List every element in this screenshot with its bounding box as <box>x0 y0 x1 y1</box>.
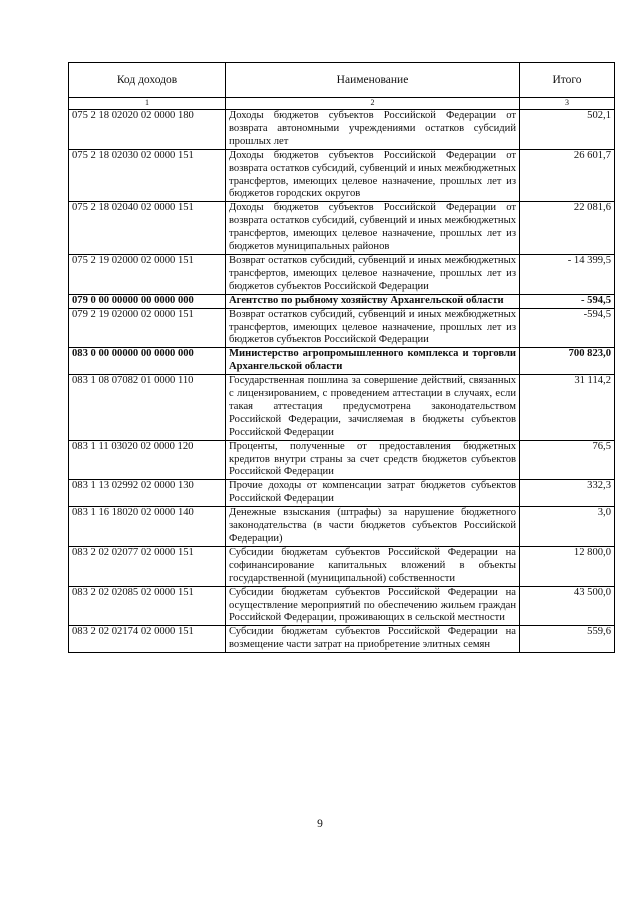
table-row <box>69 294 615 308</box>
income-code-cell: 075 2 18 02040 02 0000 151 <box>69 202 226 255</box>
table-row <box>69 348 615 375</box>
income-code-cell: 075 2 19 02000 02 0000 151 <box>69 254 226 294</box>
table-row <box>69 375 615 441</box>
table-row <box>69 546 615 586</box>
income-name-cell: Возврат остатков субсидий, субвенций и иных межбюджетных трансфертов, имеющих целевое назначение, прошлых лет из бюджетов субъектов Российской Федерации <box>226 308 520 348</box>
column-number: 3 <box>520 98 615 110</box>
table-row <box>69 110 615 150</box>
revenue-table <box>68 62 615 653</box>
table-header-row <box>69 63 615 98</box>
income-code-cell: 075 2 18 02020 02 0000 180 <box>69 110 226 150</box>
income-code-cell: 083 0 00 00000 00 0000 000 <box>69 348 226 375</box>
income-total-cell: 559,6 <box>520 626 615 653</box>
table-row <box>69 626 615 653</box>
table-row <box>69 149 615 202</box>
income-name-cell: Возврат остатков субсидий, субвенций и иных межбюджетных трансфертов, имеющих целевое назначение, прошлых лет из бюджетов субъектов Российской Федерации <box>226 254 520 294</box>
column-number: 1 <box>69 98 226 110</box>
column-number-row <box>69 98 615 110</box>
income-code-cell: 083 1 11 03020 02 0000 120 <box>69 440 226 480</box>
income-total-cell: - 594,5 <box>520 294 615 308</box>
income-total-cell: 502,1 <box>520 110 615 150</box>
income-total-cell: 31 114,2 <box>520 375 615 441</box>
income-total-cell: - 14 399,5 <box>520 254 615 294</box>
table-row <box>69 586 615 626</box>
income-name-cell: Доходы бюджетов субъектов Российской Федерации от возврата автономными учреждениями остатков субсидий прошлых лет <box>226 110 520 150</box>
income-total-cell: 3,0 <box>520 507 615 547</box>
income-code-cell: 083 1 08 07082 01 0000 110 <box>69 375 226 441</box>
table-row <box>69 440 615 480</box>
income-name-cell: Доходы бюджетов субъектов Российской Федерации от возврата остатков субсидий, субвенций и иных межбюджетных трансфертов, имеющих целевое назначение, прошлых лет из бюджетов муниципальных районов <box>226 202 520 255</box>
income-total-cell: 43 500,0 <box>520 586 615 626</box>
table-row <box>69 254 615 294</box>
income-name-cell: Государственная пошлина за совершение действий, связанных с лицензированием, с проведением аттестации в случаях, если такая аттестация предусмотрена законодательством Российской Федерации, зачисляемая в бюджеты субъектов Российской Федерации <box>226 375 520 441</box>
income-total-cell: -594,5 <box>520 308 615 348</box>
header-name: Наименование <box>226 63 520 98</box>
income-code-cell: 083 1 16 18020 02 0000 140 <box>69 507 226 547</box>
income-total-cell: 76,5 <box>520 440 615 480</box>
table-row <box>69 507 615 547</box>
header-code: Код доходов <box>69 63 226 98</box>
income-code-cell: 075 2 18 02030 02 0000 151 <box>69 149 226 202</box>
income-code-cell: 083 1 13 02992 02 0000 130 <box>69 480 226 507</box>
income-name-cell: Денежные взыскания (штрафы) за нарушение бюджетного законодательства (в части бюджетов субъектов Российской Федерации) <box>226 507 520 547</box>
table-row <box>69 202 615 255</box>
income-total-cell: 26 601,7 <box>520 149 615 202</box>
column-number: 2 <box>226 98 520 110</box>
income-name-cell: Проценты, полученные от предоставления бюджетных кредитов внутри страны за счет средств бюджетов субъектов Российской Федерации <box>226 440 520 480</box>
income-code-cell: 079 2 19 02000 02 0000 151 <box>69 308 226 348</box>
income-name-cell: Доходы бюджетов субъектов Российской Федерации от возврата остатков субсидий, субвенций и иных межбюджетных трансфертов, имеющих целевое назначение, прошлых лет из бюджетов городских округов <box>226 149 520 202</box>
income-code-cell: 083 2 02 02174 02 0000 151 <box>69 626 226 653</box>
income-name-cell: Субсидии бюджетам субъектов Российской Федерации на возмещение части затрат на приобретение элитных семян <box>226 626 520 653</box>
income-name-cell: Агентство по рыбному хозяйству Архангельской области <box>226 294 520 308</box>
income-name-cell: Субсидии бюджетам субъектов Российской Федерации на осуществление мероприятий по обеспечению жильем граждан Российской Федерации, проживающих в сельской местности <box>226 586 520 626</box>
income-total-cell: 700 823,0 <box>520 348 615 375</box>
income-code-cell: 083 2 02 02085 02 0000 151 <box>69 586 226 626</box>
header-total: Итого <box>520 63 615 98</box>
income-total-cell: 22 081,6 <box>520 202 615 255</box>
income-total-cell: 12 800,0 <box>520 546 615 586</box>
income-total-cell: 332,3 <box>520 480 615 507</box>
table-row <box>69 308 615 348</box>
revenue-table-body <box>69 63 615 653</box>
page-number: 9 <box>317 818 323 830</box>
income-code-cell: 079 0 00 00000 00 0000 000 <box>69 294 226 308</box>
income-name-cell: Министерство агропромышленного комплекса и торговли Архангельской области <box>226 348 520 375</box>
income-name-cell: Прочие доходы от компенсации затрат бюджетов субъектов Российской Федерации <box>226 480 520 507</box>
table-row <box>69 480 615 507</box>
income-name-cell: Субсидии бюджетам субъектов Российской Федерации на софинансирование капитальных вложений в объекты государственной (муниципальной) собственности <box>226 546 520 586</box>
income-code-cell: 083 2 02 02077 02 0000 151 <box>69 546 226 586</box>
